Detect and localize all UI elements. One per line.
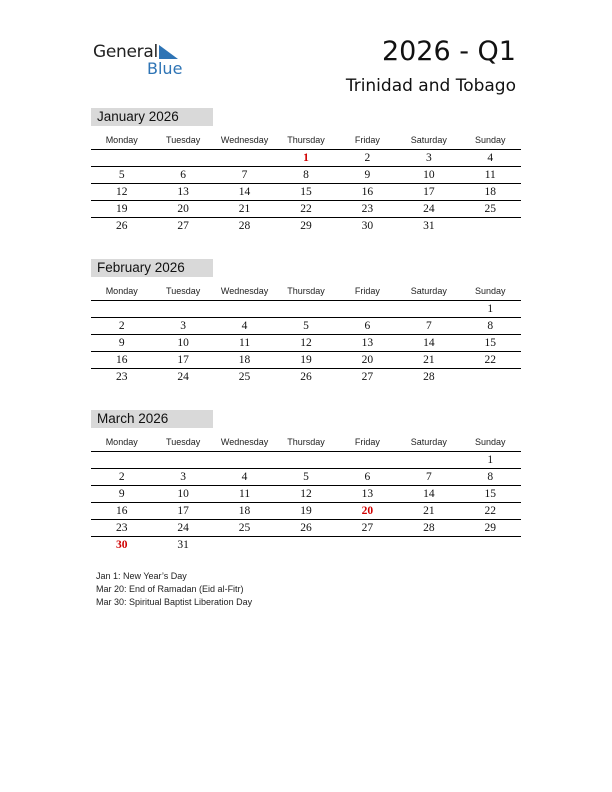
day-cell: 7 [241, 169, 248, 181]
day-cell: 23 [361, 203, 374, 215]
month-title: January 2026 [91, 108, 213, 126]
day-cell: 22 [484, 354, 496, 366]
empty-day-cell [398, 452, 459, 468]
week-row [91, 301, 521, 318]
month-february [91, 259, 521, 385]
day-cell: 27 [361, 371, 374, 383]
empty-day-cell [337, 301, 398, 317]
day-cell: 14 [423, 337, 435, 349]
weekday-label: Tuesday [166, 286, 201, 296]
page-title: 2026 - Q1 [381, 36, 516, 67]
weekday-label: Thursday [287, 135, 325, 145]
day-cell: 4 [241, 471, 248, 483]
day-cell: 27 [177, 220, 189, 232]
day-cell: 25 [238, 522, 251, 534]
weekday-label: Monday [105, 286, 138, 296]
empty-day-cell [460, 218, 521, 234]
week-row [91, 486, 521, 503]
weekday-header-row [91, 434, 521, 452]
empty-day-cell [337, 452, 398, 468]
day-cell: 2 [118, 320, 125, 332]
day-cell: 17 [177, 505, 189, 517]
day-cell: 29 [484, 522, 496, 534]
empty-day-cell [152, 150, 213, 166]
day-cell: 14 [423, 488, 435, 500]
day-cell: 10 [423, 169, 435, 181]
day-cell: 19 [115, 203, 128, 215]
day-cell: 21 [423, 505, 435, 517]
day-cell: 26 [115, 220, 128, 232]
day-cell: 1 [487, 454, 494, 466]
day-cell: 20 [361, 354, 374, 366]
empty-day-cell [275, 537, 336, 553]
day-cell: 15 [484, 488, 496, 500]
weekday-label: Monday [105, 437, 138, 447]
month-january [91, 108, 521, 234]
weekday-label: Saturday [410, 286, 447, 296]
day-cell: 2 [118, 471, 125, 483]
day-cell: 9 [364, 169, 371, 181]
holiday-note: Jan 1: New Year’s Day [96, 571, 187, 581]
week-row [91, 318, 521, 335]
day-cell: 19 [300, 505, 312, 517]
day-cell: 11 [239, 488, 251, 500]
day-cell: 8 [487, 320, 494, 332]
month-title: February 2026 [91, 259, 213, 277]
weekday-label: Friday [354, 286, 380, 296]
empty-day-cell [91, 301, 152, 317]
empty-day-cell [152, 301, 213, 317]
day-cell: 12 [300, 337, 312, 349]
country-name: Trinidad and Tobago [345, 76, 516, 96]
day-cell: 17 [423, 186, 435, 198]
weekday-label: Thursday [287, 286, 325, 296]
day-cell: 19 [300, 354, 312, 366]
day-cell: 6 [364, 471, 371, 483]
logo-word-general: General [93, 42, 158, 62]
week-row [91, 167, 521, 184]
week-row [91, 469, 521, 486]
empty-day-cell [460, 537, 521, 553]
day-cell: 31 [423, 220, 435, 232]
empty-day-cell [398, 301, 459, 317]
day-cell: 17 [177, 354, 189, 366]
empty-day-cell [91, 452, 152, 468]
day-cell: 3 [180, 320, 186, 332]
day-cell: 26 [300, 371, 312, 383]
day-cell: 26 [300, 522, 312, 534]
day-cell: 29 [300, 220, 312, 232]
day-cell: 18 [484, 186, 496, 198]
day-cell: 1 [487, 303, 494, 315]
day-cell: 30 [361, 220, 374, 232]
day-cell: 8 [487, 471, 494, 483]
weekday-header-row [91, 132, 521, 150]
empty-day-cell [398, 537, 459, 553]
week-row [91, 184, 521, 201]
day-cell: 14 [238, 186, 251, 198]
day-cell: 6 [180, 169, 186, 181]
empty-day-cell [214, 150, 275, 166]
day-cell: 5 [118, 169, 125, 181]
day-cell: 18 [238, 354, 251, 366]
weekday-header-row [91, 283, 521, 301]
day-cell: 3 [180, 471, 186, 483]
empty-day-cell [214, 452, 275, 468]
weekday-label: Friday [354, 437, 380, 447]
logo-word-blue: Blue [147, 59, 183, 78]
month-title: March 2026 [91, 410, 213, 428]
empty-day-cell [337, 537, 398, 553]
day-cell: 27 [361, 522, 374, 534]
weekday-label: Sunday [474, 135, 506, 145]
day-cell: 25 [484, 203, 496, 215]
week-row [91, 335, 521, 352]
day-cell: 21 [238, 203, 251, 215]
week-row [91, 452, 521, 469]
day-cell: 31 [177, 539, 189, 551]
week-row [91, 520, 521, 537]
day-cell: 9 [118, 488, 125, 500]
day-cell: 28 [238, 220, 251, 232]
empty-day-cell [91, 150, 152, 166]
day-cell: 9 [118, 337, 125, 349]
day-cell: 12 [300, 488, 312, 500]
holiday-day-cell: 20 [361, 505, 374, 517]
day-cell: 16 [115, 354, 128, 366]
month-march [91, 410, 521, 553]
empty-day-cell [214, 301, 275, 317]
day-cell: 18 [238, 505, 251, 517]
day-cell: 2 [364, 152, 371, 164]
day-cell: 25 [238, 371, 251, 383]
day-cell: 12 [115, 186, 128, 198]
day-cell: 24 [177, 522, 189, 534]
logo-flag-icon [159, 45, 178, 59]
day-cell: 5 [303, 471, 309, 483]
day-cell: 13 [177, 186, 189, 198]
day-cell: 28 [423, 522, 435, 534]
day-cell: 23 [115, 371, 128, 383]
empty-day-cell [275, 452, 336, 468]
day-cell: 13 [361, 488, 374, 500]
weekday-label: Sunday [474, 286, 506, 296]
day-cell: 24 [177, 371, 189, 383]
weekday-label: Wednesday [220, 286, 269, 296]
day-cell: 7 [425, 471, 432, 483]
weekday-label: Wednesday [220, 135, 269, 145]
day-cell: 13 [361, 337, 374, 349]
day-cell: 4 [241, 320, 248, 332]
day-cell: 15 [484, 337, 496, 349]
day-cell: 24 [423, 203, 435, 215]
day-cell: 8 [303, 169, 309, 181]
day-cell: 23 [115, 522, 128, 534]
holiday-day-cell: 1 [303, 152, 309, 164]
weekday-label: Monday [105, 135, 138, 145]
weekday-label: Friday [354, 135, 380, 145]
holiday-notes [96, 570, 252, 609]
week-row [91, 201, 521, 218]
week-row [91, 352, 521, 369]
week-row [91, 150, 521, 167]
holiday-day-cell: 30 [115, 539, 128, 551]
empty-day-cell [275, 301, 336, 317]
week-row [91, 218, 521, 234]
weekday-label: Sunday [474, 437, 506, 447]
day-cell: 28 [423, 371, 435, 383]
logo [93, 42, 193, 78]
holiday-note: Mar 20: End of Ramadan (Eid al-Fitr) [96, 584, 244, 594]
day-cell: 3 [425, 152, 432, 164]
day-cell: 21 [423, 354, 435, 366]
day-cell: 5 [303, 320, 309, 332]
day-cell: 20 [177, 203, 189, 215]
weekday-label: Saturday [410, 437, 447, 447]
week-row [91, 537, 521, 553]
day-cell: 10 [177, 488, 189, 500]
day-cell: 22 [484, 505, 496, 517]
weekday-label: Tuesday [166, 135, 201, 145]
day-cell: 11 [484, 169, 496, 181]
day-cell: 15 [300, 186, 312, 198]
day-cell: 6 [364, 320, 371, 332]
day-cell: 7 [425, 320, 432, 332]
week-row [91, 369, 521, 385]
weekday-label: Wednesday [220, 437, 269, 447]
empty-day-cell [460, 369, 521, 385]
weekday-label: Thursday [287, 437, 325, 447]
holiday-note: Mar 30: Spiritual Baptist Liberation Day [96, 597, 253, 607]
day-cell: 10 [177, 337, 189, 349]
day-cell: 16 [115, 505, 128, 517]
empty-day-cell [152, 452, 213, 468]
empty-day-cell [214, 537, 275, 553]
weekday-label: Tuesday [166, 437, 201, 447]
weekday-label: Saturday [410, 135, 447, 145]
day-cell: 22 [300, 203, 312, 215]
week-row [91, 503, 521, 520]
day-cell: 16 [361, 186, 374, 198]
day-cell: 11 [239, 337, 251, 349]
day-cell: 4 [487, 152, 494, 164]
